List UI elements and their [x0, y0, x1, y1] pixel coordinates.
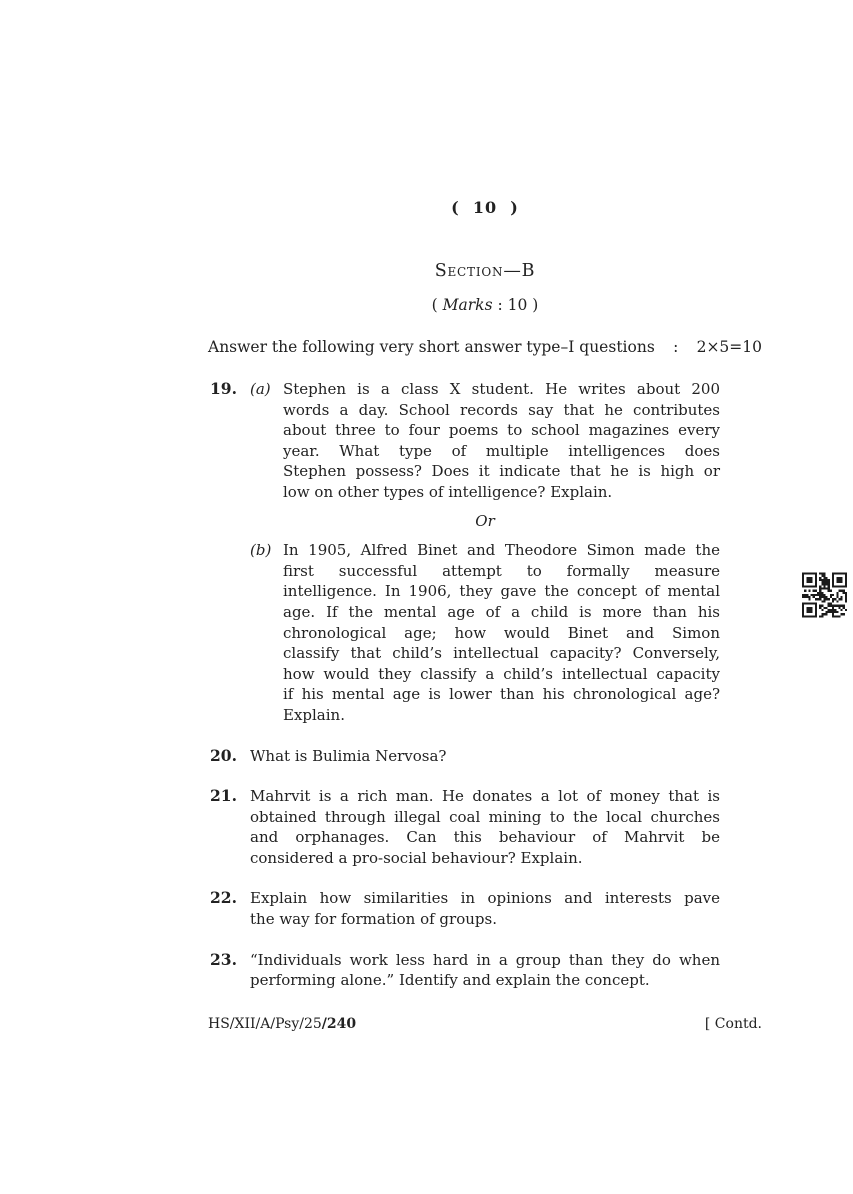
paper-code-prefix: HS/XII/A/Psy/25 [208, 1016, 322, 1032]
question-part [250, 379, 720, 503]
question-number: 21. [210, 786, 237, 806]
part-text [283, 379, 720, 503]
instruction-marks: 2×5=10 [696, 338, 762, 356]
question-body [250, 746, 720, 767]
page-number: ( 10 ) [451, 198, 519, 217]
question-item [208, 786, 762, 868]
question-item [208, 379, 762, 726]
marks-close: : 10 ) [492, 296, 539, 314]
question-line: year. What type of multiple intelligences does [283, 441, 720, 460]
question-line: age. If the mental age of a child is more than his [283, 602, 720, 621]
paper-code [208, 1015, 356, 1034]
question-line: Mahrvit is a rich man. He donates a lot of money that is [250, 787, 720, 806]
marks-line [208, 296, 762, 314]
question-line: performing alone.” Identify and explain the concept. [250, 971, 650, 990]
paper-code-number: /240 [321, 1016, 357, 1032]
question-line: Stephen possess? Does it indicate that he is high or [283, 462, 720, 481]
question-line: low on other types of intelligence? Explain. [283, 482, 613, 501]
question-line: “Individuals work less hard in a group than they do when [250, 950, 720, 969]
question-body [250, 888, 720, 929]
question-line: chronological age; how would Binet and Simon [283, 623, 720, 642]
question-number: 19. [210, 379, 237, 398]
question-line: if his mental age is lower than his chronological age? [283, 685, 720, 704]
contd-label: [ Contd. [704, 1016, 762, 1032]
question-line: about three to four poems to school magazines every [283, 421, 720, 440]
question-line: first successful attempt to formally measure [283, 561, 720, 580]
marks-label: Marks [442, 296, 493, 314]
qr-code [802, 572, 847, 618]
instruction-line [208, 337, 762, 357]
question-line: the way for formation of groups. [250, 910, 497, 929]
questions-list [208, 379, 762, 1011]
question-line: intelligence. In 1906, they gave the concept of mental [283, 582, 720, 601]
instruction-text: Answer the following very short answer type–I questions [208, 338, 655, 356]
question-line: What is Bulimia Nervosa? [250, 746, 447, 765]
question-line: how would they classify a child’s intellectual capacity [283, 664, 720, 683]
question-line: Explain. [283, 705, 345, 724]
question-line: words a day. School records say that he contributes [283, 400, 720, 419]
question-line: considered a pro-social behaviour? Explain. [250, 848, 583, 867]
or-divider: Or [475, 511, 495, 530]
question-number: 20. [210, 745, 237, 765]
question-part [250, 540, 720, 725]
question-body [250, 786, 720, 868]
part-text [283, 540, 720, 725]
question-item [208, 746, 762, 767]
question-number: 23. [210, 949, 237, 969]
question-body [250, 379, 720, 726]
section-title: Section—B [434, 261, 536, 281]
question-line: Explain how similarities in opinions and interests pave [250, 889, 720, 908]
part-label: (b) [250, 541, 272, 560]
question-line: and orphanages. Can this behaviour of Mahrvit be [250, 828, 720, 847]
question-item [208, 950, 762, 991]
question-item [208, 888, 762, 929]
question-line: classify that child’s intellectual capacity? Conversely, [283, 644, 720, 663]
page-footer [208, 1015, 762, 1034]
question-line: Stephen is a class X student. He writes about 200 [283, 380, 720, 398]
question-line: obtained through illegal coal mining to the local churches [250, 807, 720, 826]
part-label: (a) [250, 380, 271, 398]
instruction-colon: : [673, 338, 679, 356]
marks-open: ( [431, 296, 443, 314]
question-line: In 1905, Alfred Binet and Theodore Simon made the [283, 541, 720, 560]
question-number: 22. [210, 888, 237, 908]
question-body [250, 950, 720, 991]
